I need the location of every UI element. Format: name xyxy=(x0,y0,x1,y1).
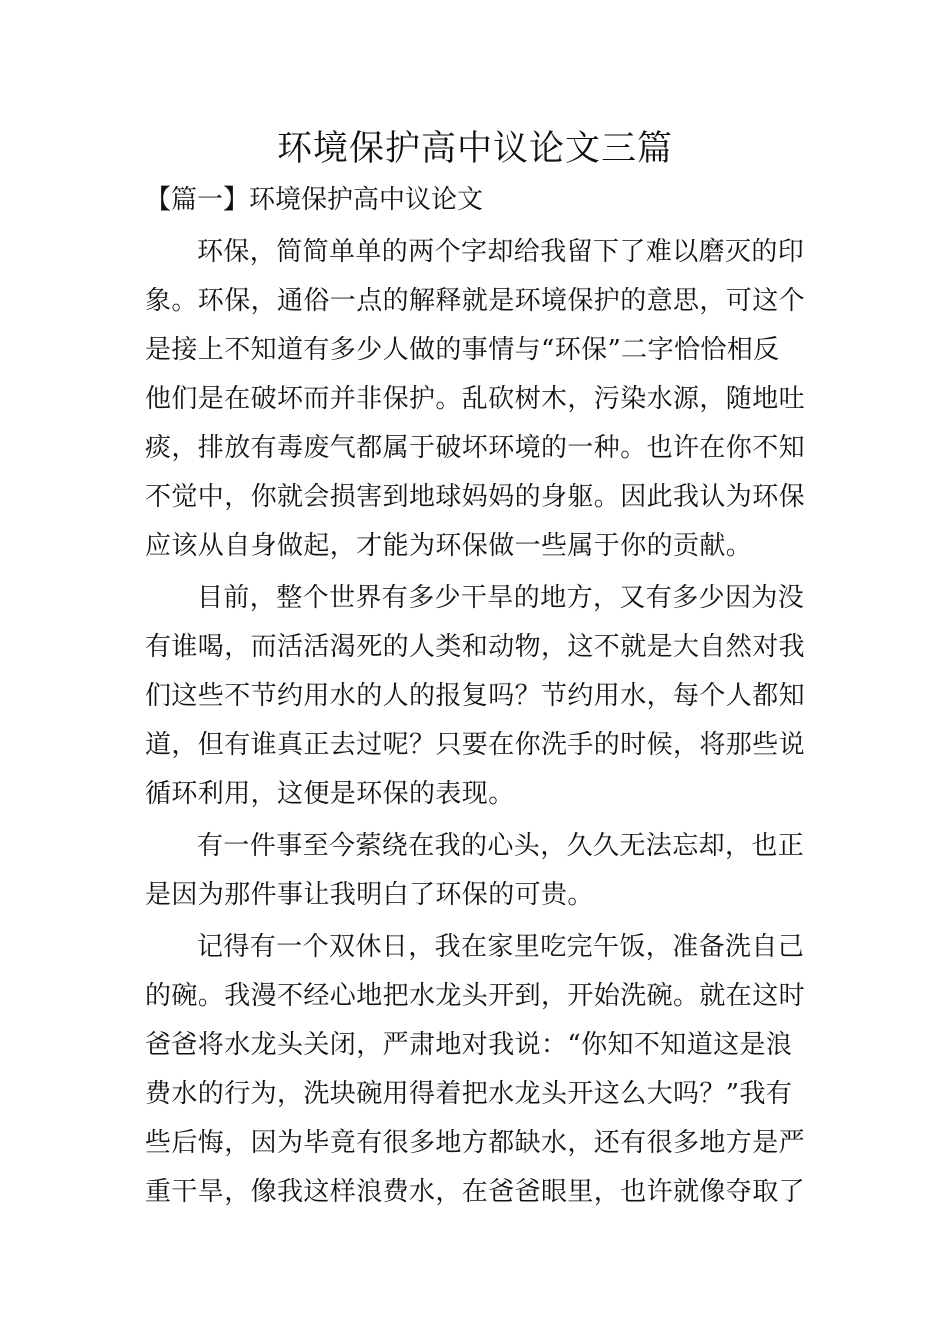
text-line: 环保，简简单单的两个字却给我留下了难以磨灭的印 xyxy=(197,237,805,267)
text-line: 他们是在破坏而并非保护。乱砍树木，污染水源，随地吐 xyxy=(145,384,806,414)
text-line: 有谁喝，而活活渴死的人类和动物，这不就是大自然对我 xyxy=(145,632,806,662)
body-text xyxy=(145,228,809,1217)
text-line: 应该从自身做起，才能为环保做一些属于你的贡献。 xyxy=(145,531,753,561)
section-heading: 【篇一】环境保护高中议论文 xyxy=(145,185,484,215)
text-line: 重干旱，像我这样浪费水，在爸爸眼里，也许就像夺取了 xyxy=(145,1177,806,1207)
paragraph-1 xyxy=(145,228,809,571)
text-line: 循环利用，这便是环保的表现。 xyxy=(145,779,515,809)
text-line: 们这些不节约用水的人的报复吗？节约用水，每个人都知 xyxy=(145,681,806,711)
paragraph-4 xyxy=(145,923,809,1217)
paragraph-3 xyxy=(145,822,809,920)
text-line: 有一件事至今萦绕在我的心头，久久无法忘却，也正 xyxy=(197,831,805,861)
text-line: 痰，排放有毒废气都属于破坏环境的一种。也许在你不知 xyxy=(145,433,806,463)
text-line: 象。环保，通俗一点的解释就是环境保护的意思，可这个 xyxy=(145,286,806,316)
text-line: 费水的行为，洗块碗用得着把水龙头开这么大吗？”我有 xyxy=(145,1079,793,1109)
text-line: 是因为那件事让我明白了环保的可贵。 xyxy=(145,880,594,910)
text-line: 记得有一个双休日，我在家里吃完午饭，准备洗自己 xyxy=(197,932,805,962)
text-line: 目前，整个世界有多少干旱的地方，又有多少因为没 xyxy=(197,583,805,613)
document-title: 环境保护高中议论文三篇 xyxy=(276,129,673,169)
text-line: 些后悔，因为毕竟有很多地方都缺水，还有很多地方是严 xyxy=(145,1128,806,1158)
text-line: 爸爸将水龙头关闭，严肃地对我说：“你知不知道这是浪 xyxy=(145,1030,793,1060)
paragraph-2 xyxy=(145,574,809,819)
text-line: 是接上不知道有多少人做的事情与“环保”二字恰恰相反 xyxy=(145,335,780,365)
text-line: 的碗。我漫不经心地把水龙头开到，开始洗碗。就在这时 xyxy=(145,981,806,1011)
text-line: 道，但有谁真正去过呢？只要在你洗手的时候，将那些说 xyxy=(145,730,806,760)
text-line: 不觉中，你就会损害到地球妈妈的身躯。因此我认为环保 xyxy=(145,482,806,512)
